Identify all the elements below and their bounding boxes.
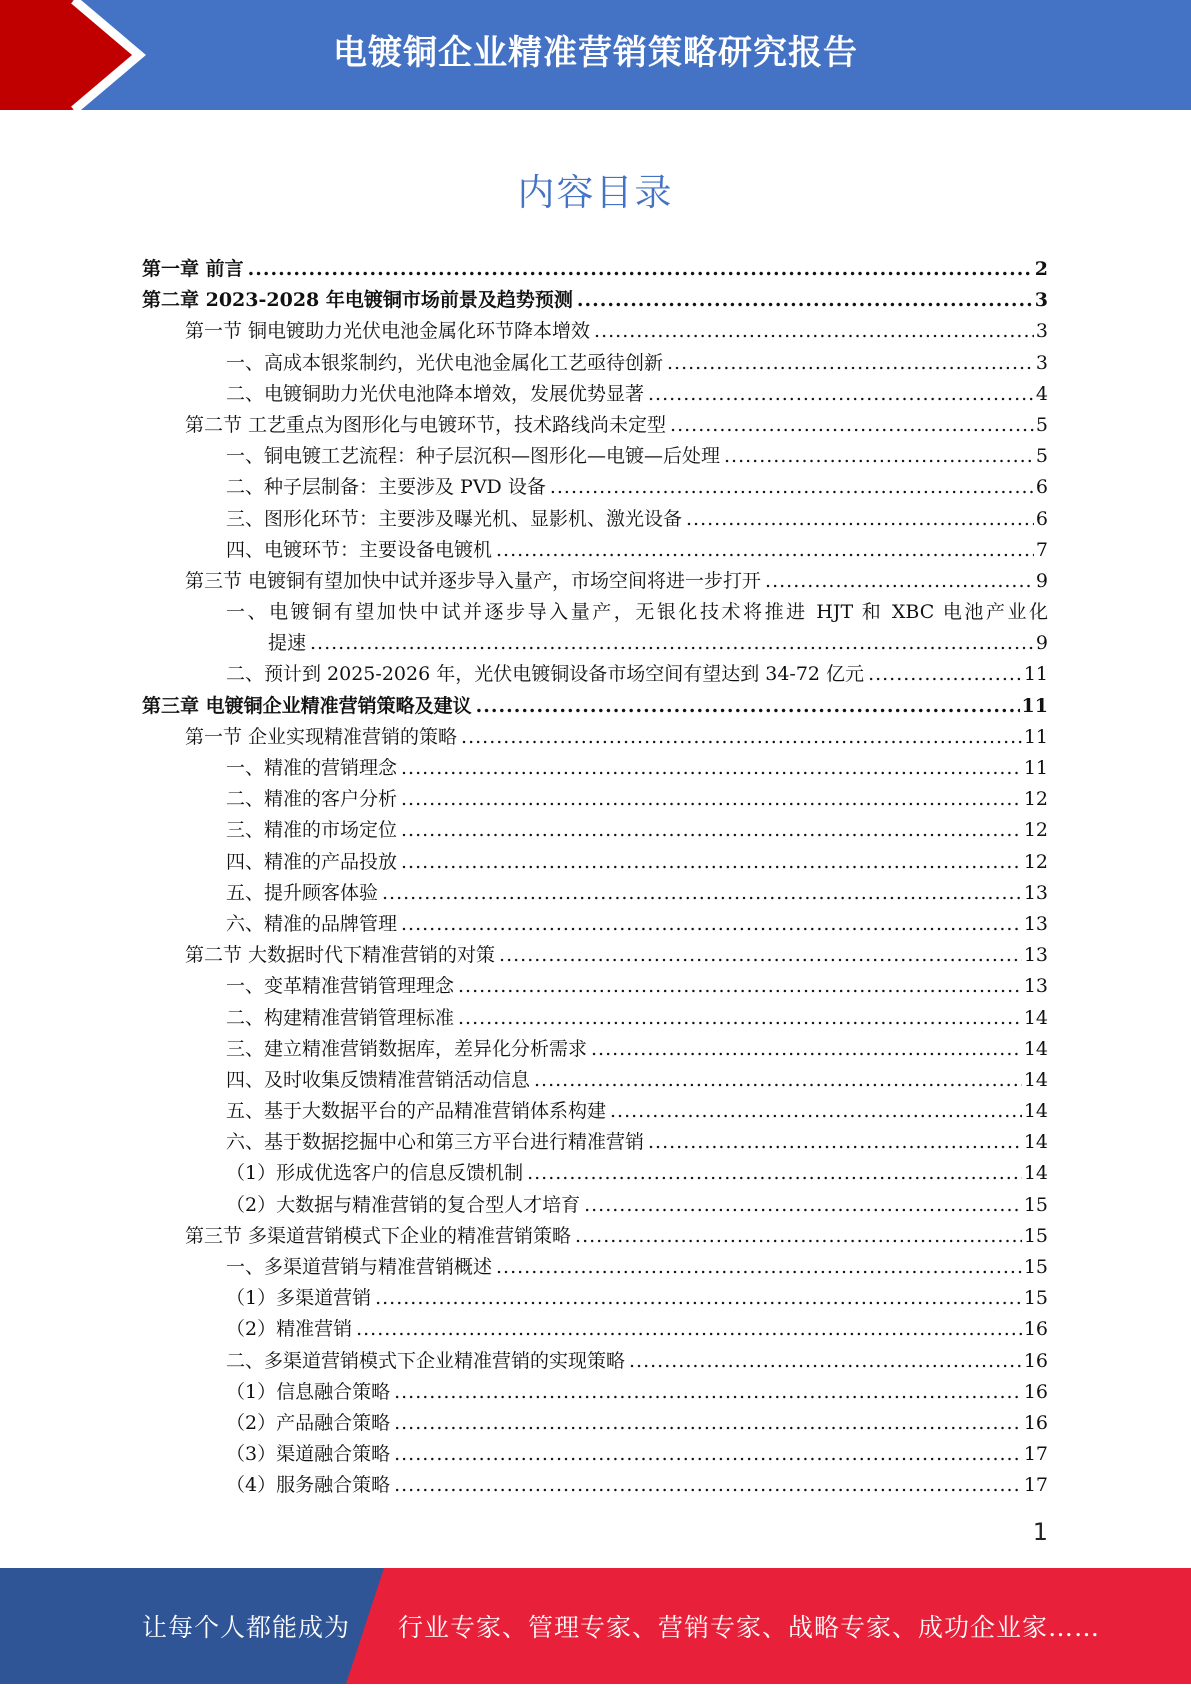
toc-entry[interactable]	[142, 784, 1048, 815]
toc-leader-dots	[394, 1439, 1022, 1470]
toc-leader-dots	[534, 1065, 1022, 1096]
toc-entry-text: 二、预计到 2025-2026 年，光伏电镀铜设备市场空间有望达到 34-72 亿元	[226, 663, 865, 686]
toc-leader-dots	[648, 379, 1034, 410]
toc-leader-dots	[401, 847, 1022, 878]
toc-entry[interactable]	[142, 722, 1048, 753]
toc-leader-dots	[629, 1346, 1022, 1377]
toc-entry-text: （1）信息融合策略	[226, 1380, 391, 1403]
toc-entry[interactable]	[142, 597, 1048, 659]
toc-leader-dots	[648, 1127, 1022, 1158]
toc-page-number: 14	[1023, 1100, 1048, 1123]
toc-entry-text: 二、精准的客户分析	[226, 788, 398, 811]
toc-page-number: 16	[1023, 1318, 1048, 1341]
toc-page-number: 3	[1034, 289, 1048, 312]
toc-leader-dots	[496, 535, 1034, 566]
toc-leader-dots	[458, 1003, 1022, 1034]
toc-leader-dots	[499, 940, 1022, 971]
toc-page-number: 16	[1023, 1411, 1048, 1434]
toc-leader-dots	[394, 1470, 1022, 1501]
toc-entry-text: （1）多渠道营销	[226, 1287, 372, 1310]
toc-page-number: 5	[1035, 445, 1048, 468]
page-number: 1	[1032, 1518, 1048, 1546]
toc-leader-dots	[584, 1190, 1022, 1221]
toc-entry[interactable]	[142, 379, 1048, 410]
toc-leader-dots	[310, 628, 1034, 659]
toc-entry-text: 六、精准的品牌管理	[226, 912, 398, 935]
toc-page-number: 15	[1023, 1256, 1048, 1278]
toc-page-number: 6	[1035, 507, 1048, 530]
toc-entry[interactable]	[142, 285, 1048, 316]
toc-page-number: 13	[1023, 881, 1048, 904]
toc-leader-dots	[401, 784, 1022, 815]
toc-entry[interactable]	[142, 878, 1048, 909]
toc-entry-text: 第一节 铜电镀助力光伏电池金属化环节降本增效	[185, 320, 591, 343]
toc-entry[interactable]	[142, 1190, 1048, 1221]
toc-leader-dots	[496, 1252, 1022, 1283]
toc-page-number: 12	[1023, 819, 1048, 842]
toc-entry-text: 第三节 多渠道营销模式下企业的精准营销策略	[185, 1224, 572, 1247]
toc-entry-text: 第一章 前言	[142, 258, 244, 280]
toc-page-number: 17	[1023, 1443, 1048, 1466]
toc-page-number: 9	[1035, 569, 1048, 592]
toc-page-number: 14	[1023, 1162, 1048, 1185]
toc-entry[interactable]	[142, 472, 1048, 503]
toc-page-number: 14	[1023, 1006, 1048, 1029]
toc-leader-dots	[382, 878, 1022, 909]
toc-entry[interactable]	[142, 254, 1048, 285]
toc-entry[interactable]	[142, 1034, 1048, 1065]
footer-slogan-right: 行业专家、管理专家、营销专家、战略专家、成功企业家……	[398, 1613, 1101, 1642]
document-title: 电镀铜企业精准营销策略研究报告	[333, 33, 858, 73]
toc-leader-dots	[594, 316, 1034, 347]
toc-entry[interactable]	[142, 316, 1048, 347]
toc-entry-text: 三、精准的市场定位	[226, 819, 398, 842]
toc-entry[interactable]	[142, 566, 1048, 597]
toc-entry[interactable]	[142, 1314, 1048, 1345]
toc-entry-text: 第三章 电镀铜企业精准营销策略及建议	[142, 694, 472, 717]
toc-page-number: 12	[1023, 850, 1048, 873]
toc-entry-text: （2）精准营销	[226, 1318, 353, 1341]
toc-leader-dots	[550, 472, 1034, 503]
toc-entry[interactable]	[142, 659, 1048, 690]
toc-entry-text: 五、提升顾客体验	[226, 881, 379, 904]
toc-entry[interactable]	[142, 441, 1048, 472]
footer-banner	[0, 1568, 1191, 1684]
toc-page-number: 15	[1023, 1287, 1048, 1310]
toc-entry[interactable]	[142, 1065, 1048, 1096]
toc-entry[interactable]	[142, 753, 1048, 784]
toc-page-number: 15	[1023, 1193, 1048, 1216]
toc-entry-text: 一、多渠道营销与精准营销概述	[226, 1256, 493, 1278]
toc-entry[interactable]	[142, 1283, 1048, 1314]
toc-entry-text: 三、建立精准营销数据库，差异化分析需求	[226, 1037, 588, 1060]
toc-page-number: 11	[1021, 694, 1048, 717]
toc-entry-text: 第二节 大数据时代下精准营销的对策	[185, 944, 496, 967]
toc-entry[interactable]	[142, 1439, 1048, 1470]
toc-entry-text: 第二节 工艺重点为图形化与电镀环节，技术路线尚未定型	[185, 413, 667, 436]
toc-leader-dots	[394, 1377, 1022, 1408]
toc-entry[interactable]	[142, 1346, 1048, 1377]
toc-page-number: 16	[1023, 1380, 1048, 1403]
toc-leader-dots	[401, 815, 1022, 846]
toc-page-number: 11	[1023, 663, 1048, 686]
toc-leader-dots	[527, 1158, 1022, 1189]
toc-entry-text: （2）大数据与精准营销的复合型人才培育	[226, 1193, 581, 1216]
toc-entry-text: 二、种子层制备：主要涉及 PVD 设备	[226, 476, 546, 499]
toc-leader-dots	[670, 410, 1034, 441]
toc-heading: 内容目录	[517, 171, 674, 214]
toc-entry[interactable]	[142, 535, 1048, 566]
toc-entry[interactable]	[142, 348, 1048, 379]
toc-page-number: 15	[1023, 1224, 1048, 1247]
toc-entry-text-continued: 提速	[268, 632, 307, 655]
toc-page-number: 13	[1023, 912, 1048, 935]
toc-entry[interactable]	[142, 504, 1048, 535]
toc-page-number: 11	[1023, 725, 1048, 748]
toc-entry[interactable]	[142, 1096, 1048, 1127]
toc-entry[interactable]	[142, 1408, 1048, 1439]
toc-entry-text: （2）产品融合策略	[226, 1411, 391, 1434]
toc-entry-text: 五、基于大数据平台的产品精准营销体系构建	[226, 1100, 607, 1123]
toc-leader-dots	[765, 566, 1034, 597]
toc-page-number: 17	[1023, 1474, 1048, 1497]
toc-entry[interactable]	[142, 1003, 1048, 1034]
toc-leader-dots	[868, 659, 1022, 690]
table-of-contents	[142, 254, 1048, 1502]
toc-page-number: 3	[1035, 351, 1048, 374]
toc-entry-text: 六、基于数据挖掘中心和第三方平台进行精准营销	[226, 1131, 645, 1154]
toc-page-number: 4	[1035, 382, 1048, 405]
toc-entry-text: 三、图形化环节：主要涉及曝光机、显影机、激光设备	[226, 507, 683, 530]
toc-entry-text: 一、变革精准营销管理理念	[226, 975, 455, 998]
toc-page-number: 16	[1023, 1349, 1048, 1372]
toc-entry[interactable]	[142, 940, 1048, 971]
toc-page-number: 14	[1023, 1131, 1048, 1154]
toc-entry[interactable]	[142, 691, 1048, 722]
toc-entry-text: 一、精准的营销理念	[226, 757, 398, 779]
toc-entry-text: 一、电镀铜有望加快中试并逐步导入量产，无银化技术将推进 HJT 和 XBC 电池产业化	[226, 601, 1048, 624]
toc-entry[interactable]	[142, 1252, 1048, 1283]
toc-entry[interactable]	[142, 847, 1048, 878]
toc-page-number: 9	[1035, 632, 1048, 655]
toc-entry-text: （3）渠道融合策略	[226, 1443, 391, 1466]
toc-leader-dots	[401, 753, 1022, 784]
toc-entry-text: 一、铜电镀工艺流程：种子层沉积—图形化—电镀—后处理	[226, 445, 721, 468]
toc-entry[interactable]	[142, 1127, 1048, 1158]
toc-entry-text: 第三节 电镀铜有望加快中试并逐步导入量产，市场空间将进一步打开	[185, 569, 762, 592]
toc-leader-dots	[686, 504, 1034, 535]
toc-leader-dots	[667, 348, 1034, 379]
toc-page-number: 3	[1035, 320, 1048, 343]
toc-page-number: 6	[1035, 476, 1048, 499]
toc-entry[interactable]	[142, 971, 1048, 1002]
toc-entry-text: 第二章 2023-2028 年电镀铜市场前景及趋势预测	[142, 289, 573, 312]
toc-page-number: 14	[1023, 1068, 1048, 1091]
toc-entry-text: 第一节 企业实现精准营销的策略	[185, 725, 458, 748]
toc-entry[interactable]	[142, 1470, 1048, 1501]
toc-leader-dots	[401, 909, 1022, 940]
toc-leader-dots	[356, 1314, 1022, 1345]
toc-leader-dots	[591, 1034, 1022, 1065]
toc-entry[interactable]	[142, 909, 1048, 940]
toc-page-number: 7	[1035, 538, 1048, 561]
footer-slogan-left: 让每个人都能成为	[142, 1613, 351, 1642]
toc-entry-text: 二、构建精准营销管理标准	[226, 1006, 455, 1029]
toc-entry[interactable]	[142, 815, 1048, 846]
toc-page-number: 5	[1035, 413, 1048, 436]
toc-entry[interactable]	[142, 1221, 1048, 1252]
toc-leader-dots	[458, 971, 1022, 1002]
toc-page-number: 13	[1023, 975, 1048, 998]
toc-page-number: 2	[1034, 258, 1048, 280]
toc-leader-dots	[575, 1221, 1022, 1252]
toc-entry[interactable]	[142, 1377, 1048, 1408]
toc-page-number: 13	[1023, 944, 1048, 967]
toc-entry-text: 二、电镀铜助力光伏电池降本增效，发展优势显著	[226, 382, 645, 405]
toc-entry[interactable]	[142, 410, 1048, 441]
toc-leader-dots	[394, 1408, 1022, 1439]
toc-page-number: 14	[1023, 1037, 1048, 1060]
toc-entry-text: （4）服务融合策略	[226, 1474, 391, 1497]
toc-leader-dots	[724, 441, 1034, 472]
toc-entry-text: 一、高成本银浆制约，光伏电池金属化工艺亟待创新	[226, 351, 664, 374]
toc-entry[interactable]	[142, 1158, 1048, 1189]
toc-entry-text: 四、及时收集反馈精准营销活动信息	[226, 1068, 531, 1091]
toc-leader-dots	[476, 691, 1020, 722]
toc-leader-dots	[577, 285, 1033, 316]
toc-entry-text: 四、精准的产品投放	[226, 850, 398, 873]
toc-page-number: 12	[1023, 788, 1048, 811]
toc-entry-text: 四、电镀环节：主要设备电镀机	[226, 538, 493, 561]
toc-leader-dots	[610, 1096, 1022, 1127]
toc-leader-dots	[375, 1283, 1022, 1314]
toc-leader-dots	[461, 722, 1022, 753]
toc-leader-dots	[248, 254, 1033, 285]
toc-entry-text: 二、多渠道营销模式下企业精准营销的实现策略	[226, 1349, 626, 1372]
header-banner	[0, 0, 1191, 110]
toc-page-number: 11	[1023, 757, 1048, 779]
toc-entry-text: （1）形成优选客户的信息反馈机制	[226, 1162, 524, 1185]
